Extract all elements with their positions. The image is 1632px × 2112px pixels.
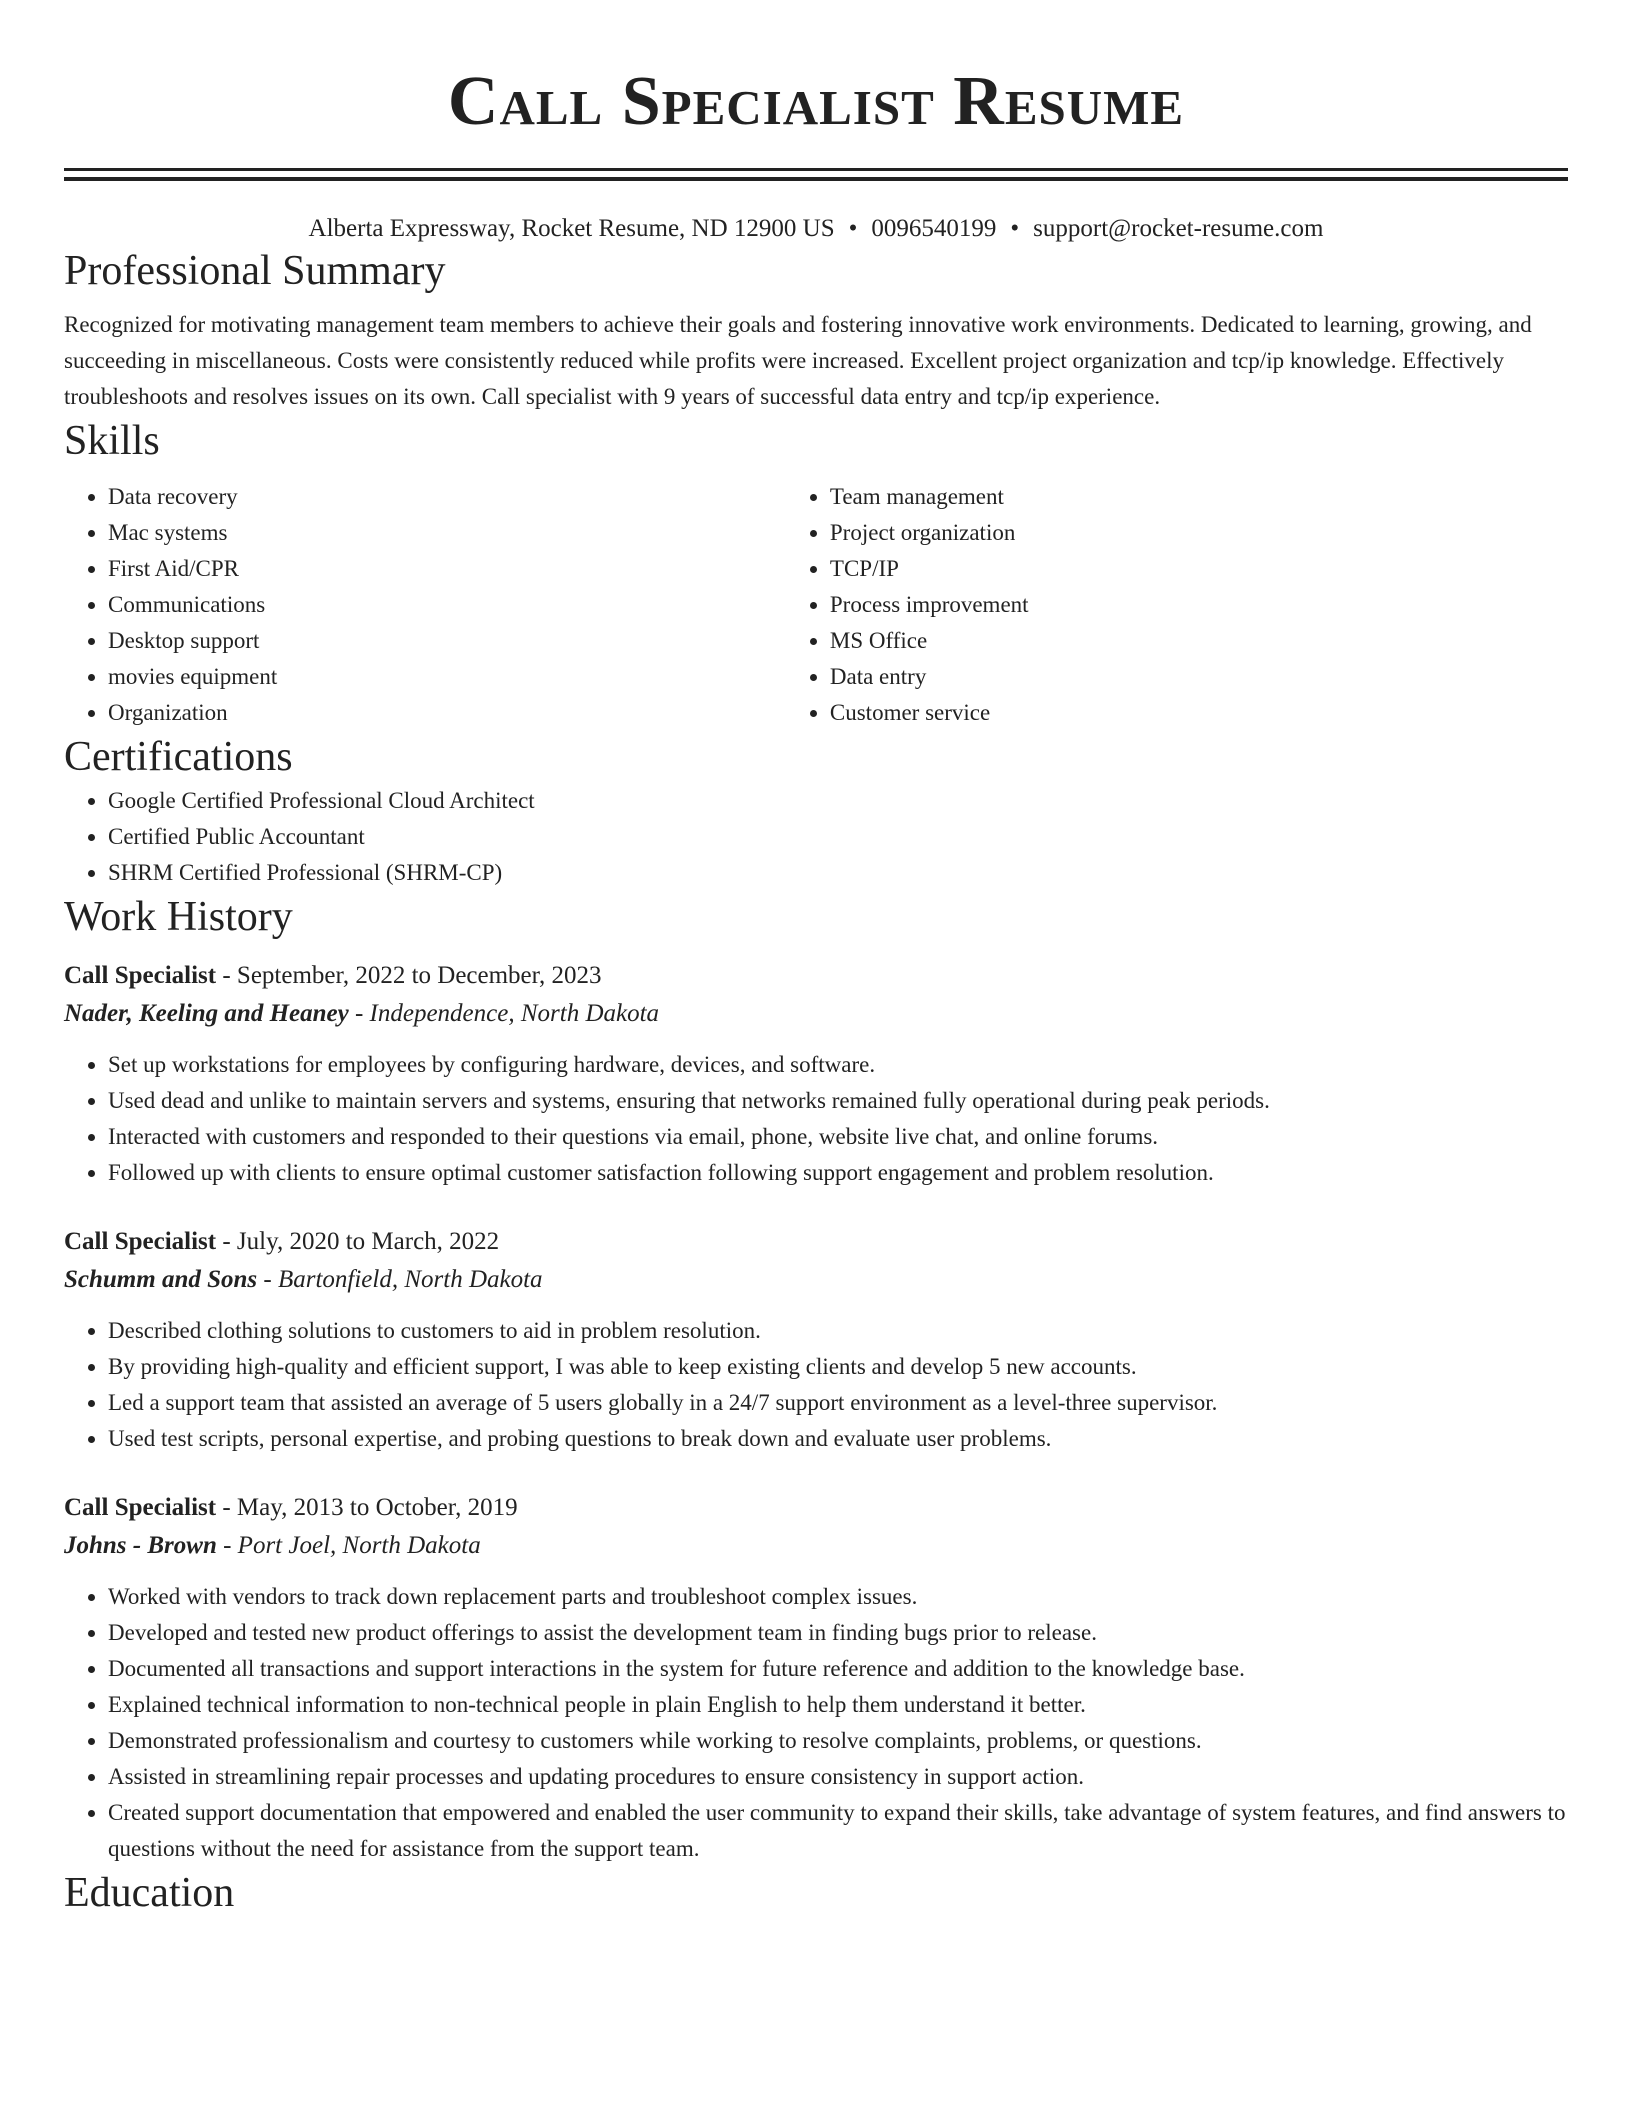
work-history-heading: Work History [64,894,293,940]
job-company: Johns - Brown [64,1532,217,1559]
job-entry [64,957,1568,1191]
job-duty: • Demonstrated professionalism and courtesy to customers while working to resolve complaints, problems, or questions. [108,1723,1568,1759]
skill-item: • Communications [108,587,786,623]
job-title-line [64,1223,1568,1261]
job-duty: • Described clothing solutions to customers to aid in problem resolution. [108,1313,1568,1349]
skill-item: • movies equipment [108,659,786,695]
skills-list-right [786,479,1568,731]
job-entry [64,1223,1568,1457]
job-duty: • Set up workstations for employees by configuring hardware, devices, and software. [108,1047,1568,1083]
skills-heading: Skills [64,418,160,464]
job-duty: • Led a support team that assisted an average of 5 users globally in a 24/7 support environment as a level-three supervisor. [108,1385,1568,1421]
job-location: - Bartonfield, North Dakota [257,1266,543,1293]
summary-heading: Professional Summary [64,248,446,294]
contact-separator: • [1010,215,1020,242]
job-duty: • Explained technical information to non-technical people in plain English to help them understand it better. [108,1687,1568,1723]
skill-item: • Data entry [830,659,1568,695]
skills-columns [64,479,1568,731]
contact-phone: 0096540199 [871,215,997,242]
job-title-line [64,957,1568,995]
resume-page [64,0,1568,1919]
skill-item: • MS Office [830,623,1568,659]
title-divider-bottom [64,177,1568,181]
job-duty: • Used test scripts, personal expertise, and probing questions to break down and evaluate user problems. [108,1421,1568,1457]
skill-item: • Process improvement [830,587,1568,623]
job-duties-list [64,1047,1568,1191]
certification-item: • Google Certified Professional Cloud Architect [108,783,1568,819]
certification-item: • Certified Public Accountant [108,819,1568,855]
job-duty: • Developed and tested new product offerings to assist the development team in finding bugs prior to release. [108,1615,1568,1651]
job-duty: • Worked with vendors to track down replacement parts and troubleshoot complex issues. [108,1579,1568,1615]
title-divider-top [64,168,1568,171]
job-role: Call Specialist [64,1494,217,1521]
job-dates: - July, 2020 to March, 2022 [216,1228,500,1255]
job-duty: • Documented all transactions and support interactions in the system for future reference and addition to the knowledge base. [108,1651,1568,1687]
job-duties-list [64,1579,1568,1867]
job-title-line [64,1489,1568,1527]
skill-item: • First Aid/CPR [108,551,786,587]
job-role: Call Specialist [64,1228,217,1255]
skill-item: • Organization [108,695,786,731]
job-duty: • Assisted in streamlining repair processes and updating procedures to ensure consistency in support action. [108,1759,1568,1795]
contact-separator: • [848,215,858,242]
certification-item: • SHRM Certified Professional (SHRM-CP) [108,855,1568,891]
certifications-heading: Certifications [64,734,293,780]
skill-item: • Data recovery [108,479,786,515]
skills-list-left [64,479,786,731]
job-role: Call Specialist [64,962,217,989]
skill-item: • Team management [830,479,1568,515]
job-duty: • Followed up with clients to ensure optimal customer satisfaction following support engagement and problem resolution. [108,1155,1568,1191]
job-company: Nader, Keeling and Heaney [64,1000,349,1027]
job-dates: - May, 2013 to October, 2019 [216,1494,518,1521]
job-company-line [64,995,1568,1033]
job-dates: - September, 2022 to December, 2023 [216,962,602,989]
skill-item: • Desktop support [108,623,786,659]
job-company-line [64,1527,1568,1565]
skill-item: • Mac systems [108,515,786,551]
job-location: - Independence, North Dakota [348,1000,660,1027]
job-duty: • Interacted with customers and responded to their questions via email, phone, website live chat, and online forums. [108,1119,1568,1155]
education-heading: Education [64,1870,235,1916]
job-duties-list [64,1313,1568,1457]
contact-address: Alberta Expressway, Rocket Resume, ND 12900 US [308,215,835,242]
job-duty: • By providing high-quality and efficient support, I was able to keep existing clients and develop 5 new accounts. [108,1349,1568,1385]
certifications-list [64,783,1568,891]
job-company: Schumm and Sons [64,1266,258,1293]
summary-text: Recognized for motivating management team members to achieve their goals and fostering innovative work environments. Dedicated to learning, growing, and succeeding in miscellaneous. Costs were consistently reduced while profits were increased. Excellent project organization and tcp/ip knowledge. Effectively troubleshoots and resolves issues on its own. Call specialist with 9 years of successful data entry and tcp/ip experience. [64,312,1532,409]
resume-title: Call Specialist Resume [447,63,1185,140]
skill-item: • Project organization [830,515,1568,551]
job-duty: • Created support documentation that empowered and enabled the user community to expand their skills, take advantage of system features, and find answers to questions without the need for assistance from the support team. [108,1795,1568,1867]
job-company-line [64,1261,1568,1299]
skill-item: • TCP/IP [830,551,1568,587]
skill-item: • Customer service [830,695,1568,731]
contact-line [64,213,1568,245]
job-location: - Port Joel, North Dakota [216,1532,481,1559]
job-entry [64,1489,1568,1867]
job-duty: • Used dead and unlike to maintain servers and systems, ensuring that networks remained fully operational during peak periods. [108,1083,1568,1119]
contact-email: support@rocket-resume.com [1033,215,1324,242]
